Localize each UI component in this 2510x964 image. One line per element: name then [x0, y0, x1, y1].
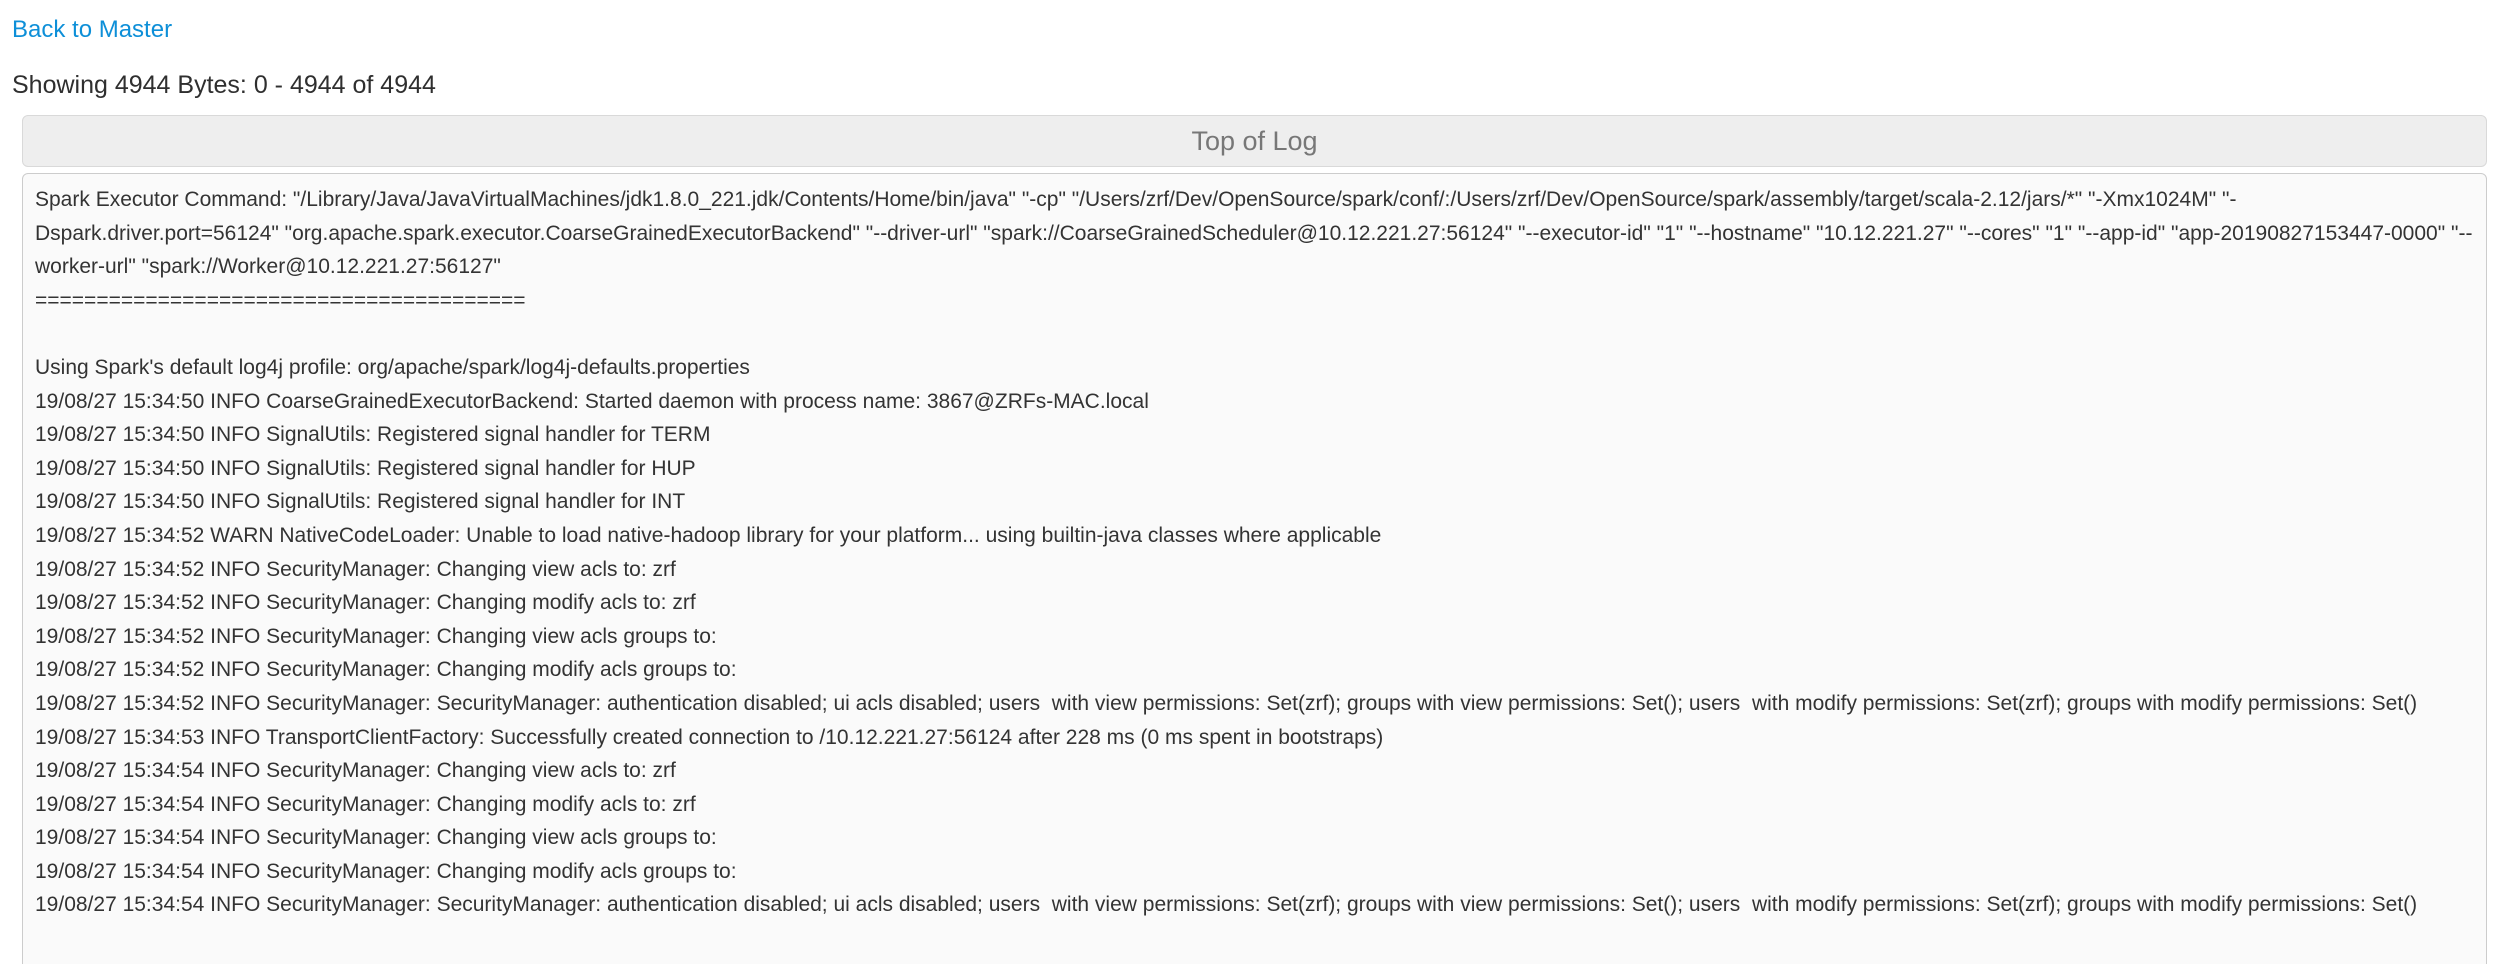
top-of-log-label: Top of Log: [1191, 125, 1318, 156]
log-line: 19/08/27 15:34:50 INFO SignalUtils: Registered signal handler for INT: [35, 490, 686, 514]
top-of-log-button[interactable]: [22, 115, 2487, 167]
log-line: 19/08/27 15:34:54 INFO SecurityManager: SecurityManager: authentication disabled; ui acls disabled; users with view permissions: Set(zrf); groups with view permissions: Set(); users with modify permissions: Set(zrf); groups with modify permissions: Set(): [35, 893, 2418, 917]
log-line: 19/08/27 15:34:52 INFO SecurityManager: Changing view acls groups to:: [35, 624, 717, 648]
log-line: 19/08/27 15:34:52 INFO SecurityManager: Changing modify acls groups to:: [35, 658, 737, 682]
log-line: 19/08/27 15:34:53 INFO TransportClientFactory: Successfully created connection to /10.12.221.27:56124 after 228 ms (0 ms spent in bootstraps): [35, 725, 1384, 749]
log-content: [22, 173, 2487, 964]
log-line: 19/08/27 15:34:52 INFO SecurityManager: Changing modify acls to: zrf: [35, 591, 696, 615]
log-line: 19/08/27 15:34:52 INFO SecurityManager: Changing view acls to: zrf: [35, 557, 676, 581]
log-line: Using Spark's default log4j profile: org/apache/spark/log4j-defaults.properties: [35, 355, 750, 379]
log-line: 19/08/27 15:34:54 INFO SecurityManager: Changing modify acls to: zrf: [35, 792, 696, 816]
log-line: 19/08/27 15:34:50 INFO SignalUtils: Registered signal handler for TERM: [35, 423, 711, 447]
log-line: 19/08/27 15:34:50 INFO SignalUtils: Registered signal handler for HUP: [35, 456, 696, 480]
log-line: 19/08/27 15:34:52 INFO SecurityManager: SecurityManager: authentication disabled; ui acls disabled; users with view permissions: Set(zrf); groups with view permissions: Set(); users with modify permissions: Set(zrf); groups with modify permissions: Set(): [35, 691, 2418, 715]
back-to-master-link[interactable]: Back to Master: [12, 16, 173, 43]
log-line: [35, 317, 2474, 351]
log-line: 19/08/27 15:34:54 INFO SecurityManager: Changing view acls groups to:: [35, 826, 717, 850]
log-line: Spark Executor Command: "/Library/Java/JavaVirtualMachines/jdk1.8.0_221.jdk/Contents/Home/bin/java" "-cp" "/Users/zrf/Dev/OpenSource/spark/conf/:/Users/zrf/Dev/OpenSource/spark/assembly/target/scala-2.12/jars/*" "-Xmx1024M" "-Dspark.driver.port=56124" "org.apache.spark.executor.CoarseGrainedExecutorBackend" "--driver-url" "spark://CoarseGrainedScheduler@10.12.221.27:56124" "--executor-id" "1" "--hostname" "10.12.221.27" "--cores" "1" "--app-id" "app-20190827153447-0000" "--worker-url" "spark://Worker@10.12.221.27:56127": [35, 188, 2473, 279]
byte-range-status: Showing 4944 Bytes: 0 - 4944 of 4944: [12, 71, 436, 99]
log-line: 19/08/27 15:34:54 INFO SecurityManager: Changing view acls to: zrf: [35, 759, 676, 783]
log-line: 19/08/27 15:34:54 INFO SecurityManager: Changing modify acls groups to:: [35, 859, 737, 883]
log-line: ========================================: [35, 288, 526, 312]
log-line: 19/08/27 15:34:52 WARN NativeCodeLoader: Unable to load native-hadoop library for your platform... using builtin-java classes where applicable: [35, 523, 1382, 547]
log-line: 19/08/27 15:34:50 INFO CoarseGrainedExecutorBackend: Started daemon with process name: 3867@ZRFs-MAC.local: [35, 389, 1149, 413]
